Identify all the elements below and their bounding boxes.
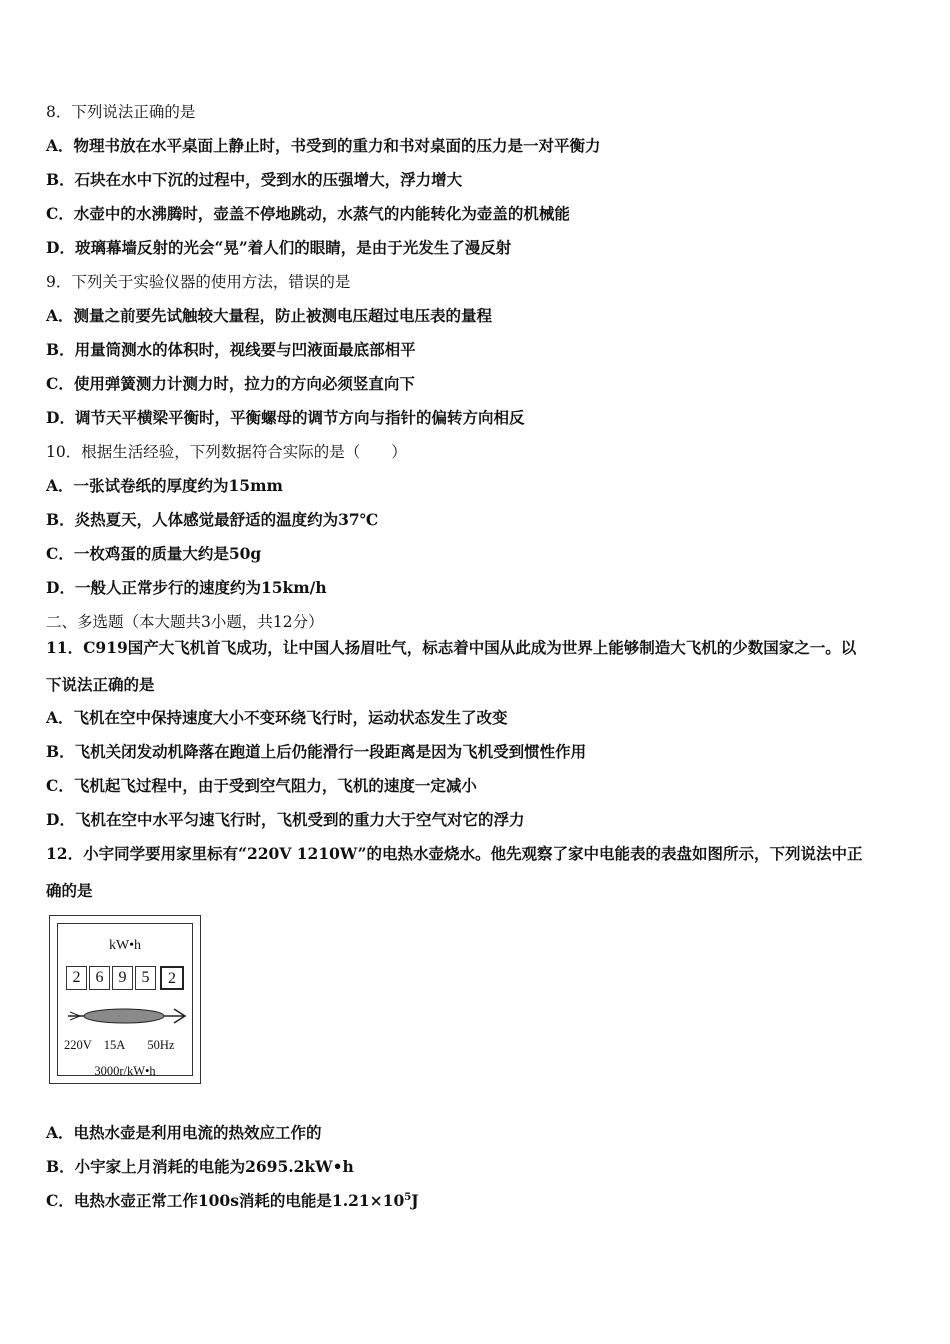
- question-8-option-b: B．石块在水中下沉的过程中，受到水的压强增大，浮力增大: [46, 170, 463, 189]
- question-12-option-c-exponent: 5: [404, 1191, 412, 1203]
- question-8-option-c: C．水壶中的水沸腾时，壶盖不停地跳动，水蒸气的内能转化为壶盖的机械能: [46, 204, 570, 223]
- question-9-option-a: A．测量之前要先试触较大量程，防止被测电压超过电压表的量程: [46, 306, 493, 325]
- meter-digit-display: [66, 966, 186, 990]
- electric-meter-figure: [49, 915, 201, 1084]
- question-12-stem-line1: 12．小宇同学要用家里标有“220V 1210W”的电热水壶烧水。他先观察了家中电能表的表盘如图所示，下列说法中正: [46, 844, 863, 863]
- question-11-option-a: A．飞机在空中保持速度大小不变环绕飞行时，运动状态发生了改变: [46, 708, 508, 727]
- question-11-stem-line1: 11．C919国产大飞机首飞成功，让中国人扬眉吐气，标志着中国从此成为世界上能够制造大飞机的少数国家之一。以: [46, 638, 857, 657]
- question-9-stem: 9．下列关于实验仪器的使用方法，错误的是: [46, 273, 351, 291]
- question-12-option-b: B．小宇家上月消耗的电能为2695.2kW•h: [46, 1157, 354, 1176]
- question-9-option-d: D．调节天平横梁平衡时，平衡螺母的调节方向与指针的偏转方向相反: [46, 408, 525, 427]
- question-11-option-c: C．飞机起飞过程中，由于受到空气阻力，飞机的速度一定减小: [46, 776, 477, 795]
- meter-decimal-digit: 2: [160, 966, 184, 990]
- question-12-option-a: A．电热水壶是利用电流的热效应工作的: [46, 1123, 322, 1142]
- electric-meter-panel: [57, 923, 193, 1076]
- question-12-stem-line2: 确的是: [46, 881, 93, 900]
- meter-specs: [64, 1038, 192, 1053]
- question-10-option-a: A．一张试卷纸的厚度约为15mm: [46, 476, 283, 495]
- question-10-option-b: B．炎热夏天，人体感觉最舒适的温度约为37℃: [46, 510, 379, 529]
- question-11-stem-line2: 下说法正确的是: [46, 675, 155, 694]
- meter-digit: 6: [89, 966, 110, 990]
- meter-digit: 2: [66, 966, 87, 990]
- question-9-option-c: C．使用弹簧测力计测力时，拉力的方向必须竖直向下: [46, 374, 415, 393]
- question-10-stem: 10．根据生活经验，下列数据符合实际的是（ ）: [46, 443, 407, 461]
- meter-unit-label: kW•h: [108, 938, 142, 953]
- question-12-option-c-text: C．电热水壶正常工作100s消耗的电能是1.21×10: [46, 1191, 405, 1210]
- question-10-option-d: D．一般人正常步行的速度约为15km/h: [46, 578, 327, 597]
- question-11-option-d: D．飞机在空中水平匀速飞行时，飞机受到的重力大于空气对它的浮力: [46, 810, 525, 829]
- rotating-disc-arrow-icon: [66, 1004, 188, 1028]
- meter-frequency: 50Hz: [147, 1038, 175, 1052]
- meter-digit: 5: [135, 966, 156, 990]
- question-8-option-d: D．玻璃幕墙反射的光会“晃”着人们的眼睛，是由于光发生了漫反射: [46, 238, 512, 257]
- question-8-stem: 8．下列说法正确的是: [46, 103, 196, 121]
- meter-current: 15A: [103, 1038, 126, 1052]
- question-9-option-b: B．用量筒测水的体积时，视线要与凹液面最底部相平: [46, 340, 416, 359]
- question-11-option-b: B．飞机关闭发动机降落在跑道上后仍能滑行一段距离是因为飞机受到惯性作用: [46, 742, 587, 761]
- question-10-option-c: C．一枚鸡蛋的质量大约是50g: [46, 544, 262, 563]
- question-8-option-a: A．物理书放在水平桌面上静止时，书受到的重力和书对桌面的压力是一对平衡力: [46, 136, 601, 155]
- section-heading-multiple-choice: 二、多选题（本大题共3小题，共12分）: [46, 613, 324, 631]
- question-12-option-c-unit: J: [411, 1191, 419, 1210]
- meter-digit: 9: [112, 966, 133, 990]
- meter-voltage: 220V: [64, 1038, 92, 1052]
- meter-revolutions: 3000r/kW•h: [94, 1064, 156, 1078]
- question-12-option-c: [46, 1190, 910, 1212]
